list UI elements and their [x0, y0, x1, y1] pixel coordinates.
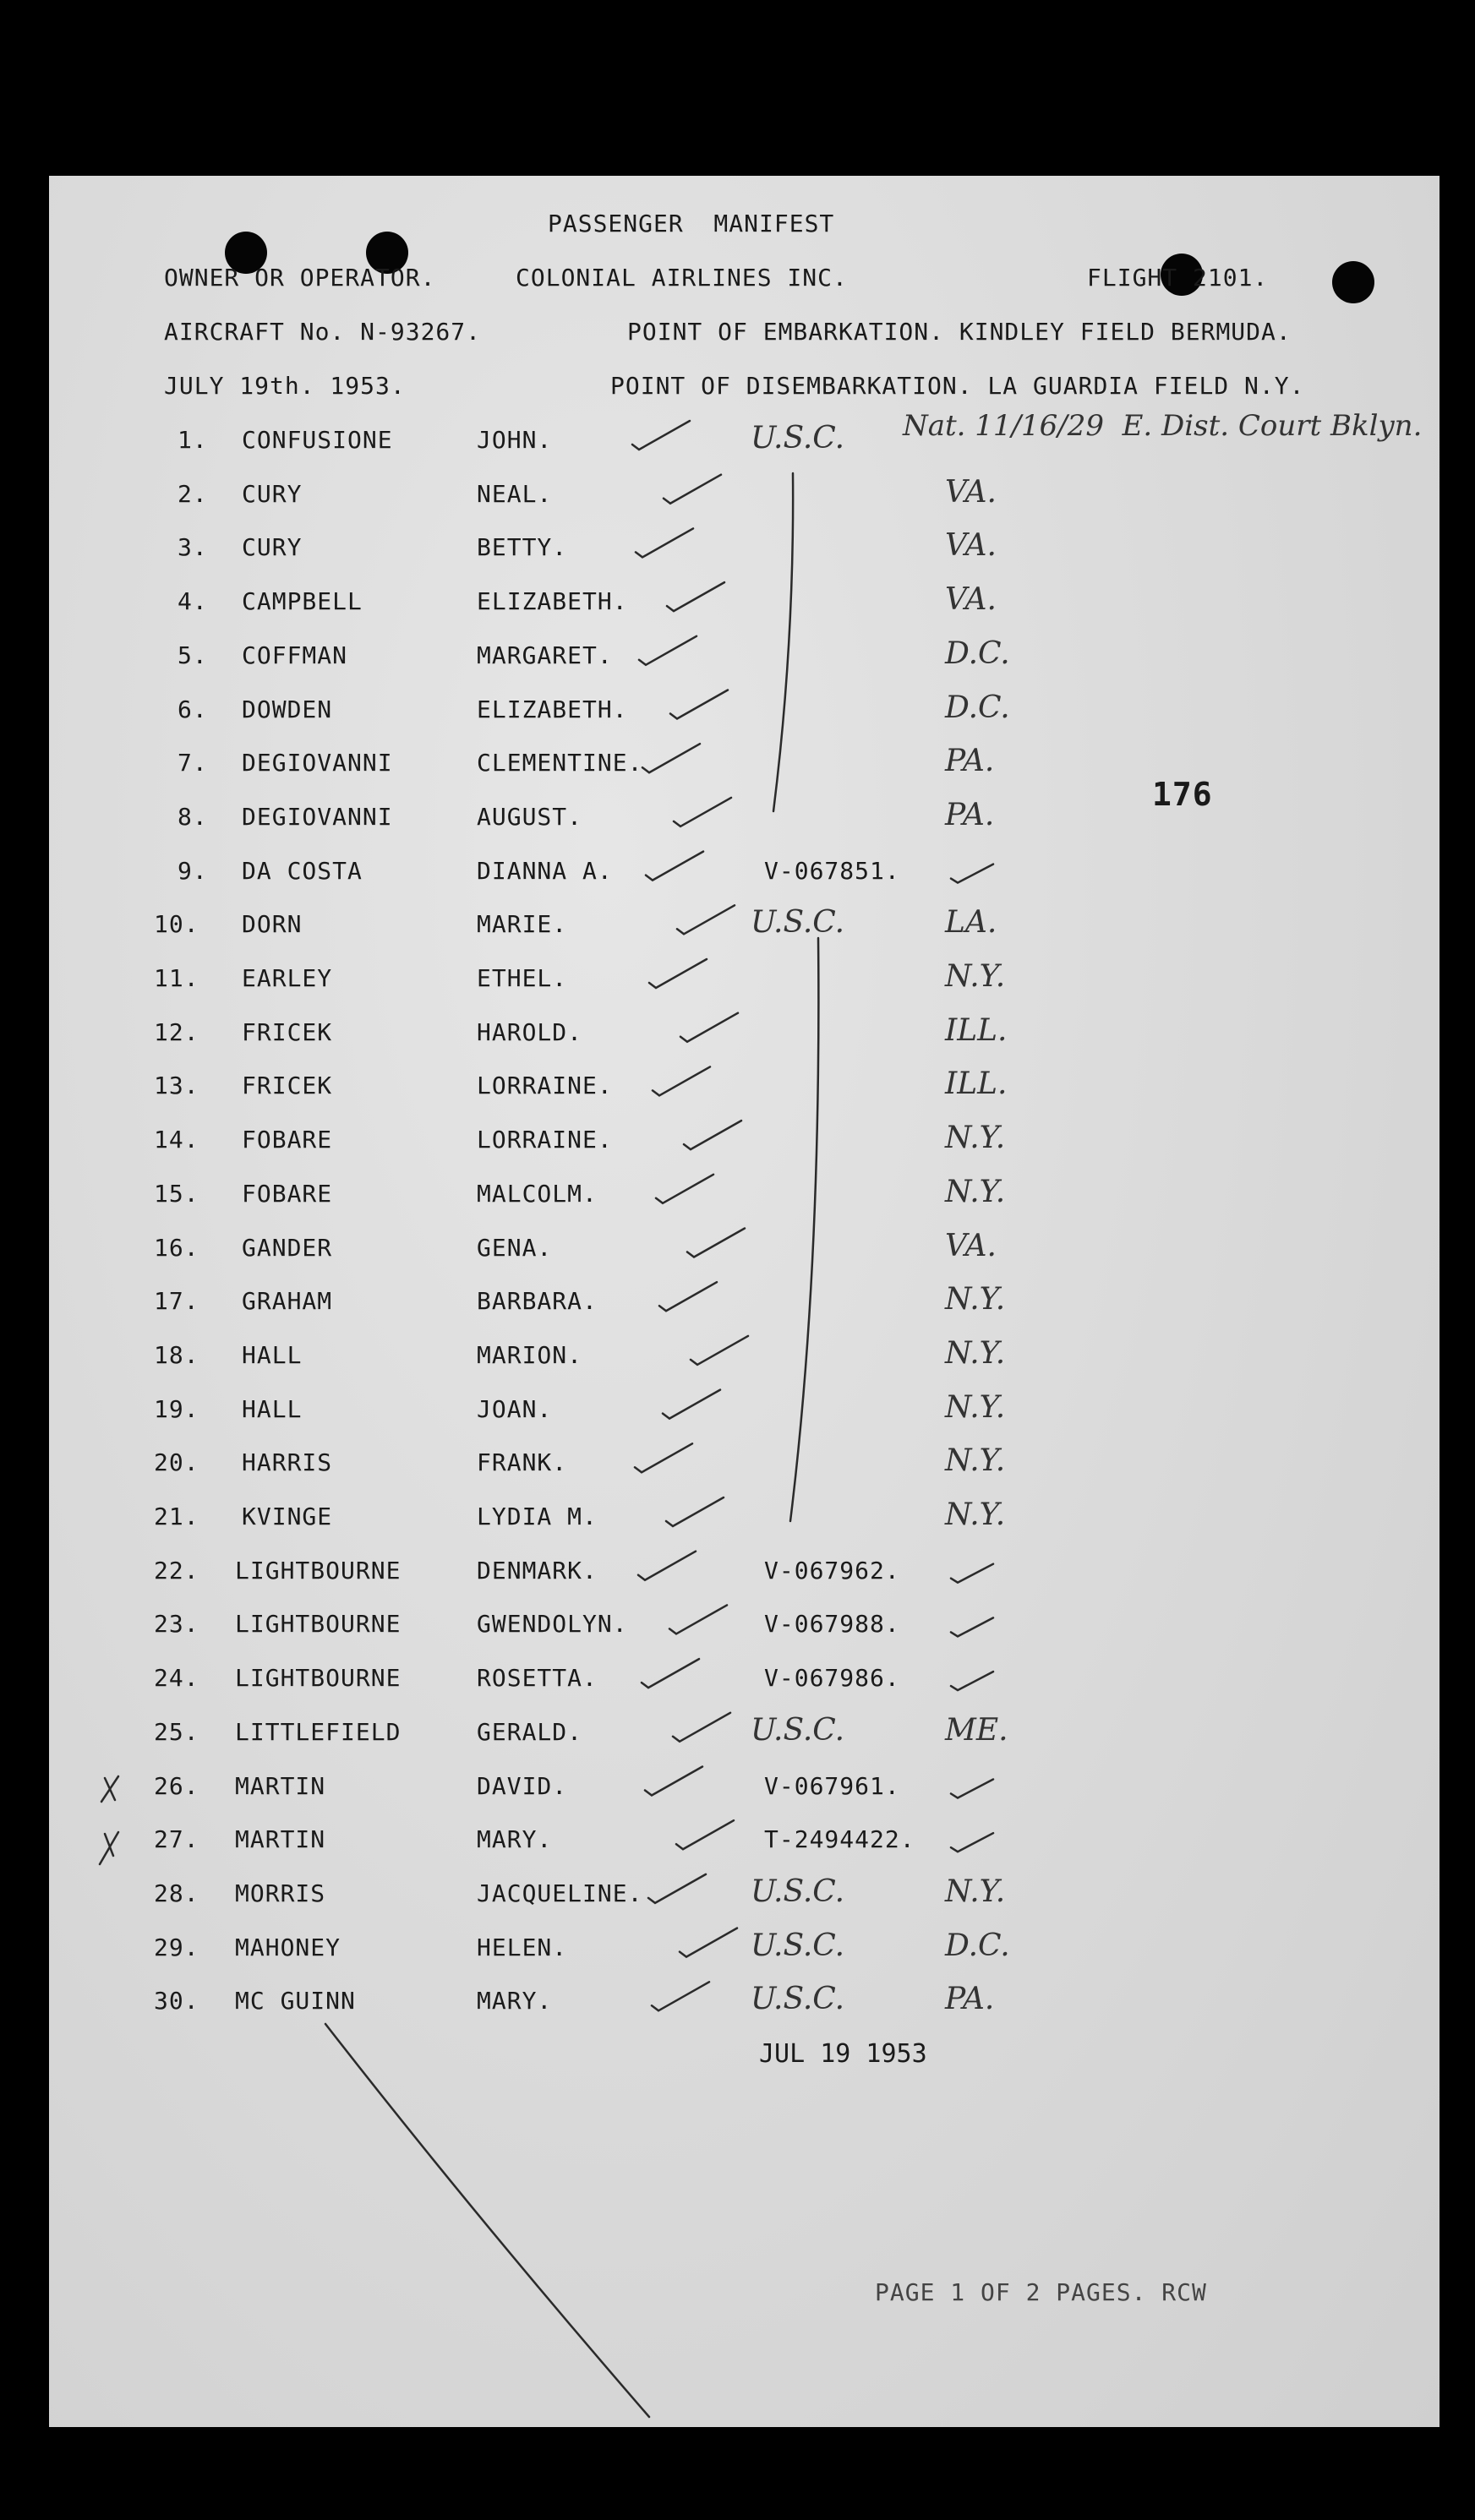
naturalization-note: Nat. 11/16/29 E. Dist. Court Bklyn.: [903, 409, 1423, 443]
embarkation-point: POINT OF EMBARKATION. KINDLEY FIELD BERMUDA.: [627, 318, 1292, 346]
passenger-row: [49, 1557, 1439, 1611]
passenger-surname: HALL: [242, 1340, 303, 1369]
date-stamp: JUL 19 1953: [759, 2039, 927, 2069]
passenger-given-name: ELIZABETH.: [477, 695, 628, 723]
passenger-state: N.Y.: [945, 1443, 1006, 1479]
passenger-given-name: JACQUELINE.: [477, 1879, 643, 1907]
passenger-given-name: ROSETTA.: [477, 1664, 598, 1693]
passenger-given-name: HELEN.: [477, 1933, 568, 1961]
manifest-page: [49, 176, 1439, 2427]
passenger-number: 26.: [154, 1771, 199, 1800]
passenger-given-name: DIANNA A.: [477, 856, 613, 885]
passenger-given-name: JOHN.: [477, 426, 553, 454]
passenger-number: 19.: [154, 1394, 199, 1423]
passenger-given-name: DAVID.: [477, 1771, 568, 1800]
passenger-document: U.S.C.: [751, 1712, 845, 1748]
passenger-surname: MARTIN: [235, 1825, 326, 1854]
passenger-surname: GANDER: [242, 1233, 333, 1262]
passenger-number: 28.: [154, 1879, 199, 1907]
passenger-number: 10.: [154, 910, 199, 939]
passenger-given-name: CLEMENTINE.: [477, 749, 643, 777]
passenger-surname: CURY: [242, 533, 303, 562]
passenger-given-name: MARGARET.: [477, 641, 613, 669]
passenger-given-name: ETHEL.: [477, 964, 568, 992]
passenger-state: N.Y.: [945, 1121, 1006, 1156]
passenger-row: [49, 1982, 1439, 2041]
passenger-document: U.S.C.: [751, 1982, 845, 2017]
passenger-given-name: BARBARA.: [477, 1287, 598, 1316]
passenger-row: [49, 1335, 1439, 1395]
passenger-row: [49, 1874, 1439, 1934]
passenger-state: N.Y.: [945, 1282, 1006, 1317]
passenger-number: 29.: [154, 1933, 199, 1961]
passenger-row: [49, 1066, 1439, 1126]
passenger-surname: MARTIN: [235, 1771, 326, 1800]
passenger-surname: MC GUINN: [235, 1987, 356, 2015]
passenger-document: U.S.C.: [751, 421, 845, 455]
passenger-given-name: MARIE.: [477, 910, 568, 939]
passenger-surname: KVINGE: [242, 1503, 333, 1530]
passenger-number: 22.: [154, 1556, 199, 1585]
flight-date: JULY 19th. 1953.: [164, 372, 406, 400]
passenger-surname: COFFMAN: [242, 641, 348, 669]
passenger-number: 20.: [154, 1448, 199, 1477]
passenger-row: [49, 1389, 1439, 1449]
passenger-given-name: JOAN.: [477, 1394, 553, 1423]
passenger-given-name: MARION.: [477, 1340, 583, 1369]
passenger-surname: DOWDEN: [242, 695, 333, 723]
passenger-surname: CAMPBELL: [242, 587, 363, 616]
passenger-given-name: MALCOLM.: [477, 1179, 598, 1208]
passenger-number: 17.: [154, 1287, 199, 1316]
passenger-surname: GRAHAM: [242, 1287, 333, 1316]
passenger-document: V-067988.: [764, 1610, 900, 1639]
passenger-row: [49, 421, 1439, 480]
passenger-given-name: MARY.: [477, 1987, 553, 2015]
passenger-state: N.Y.: [945, 1497, 1006, 1532]
passenger-given-name: LORRAINE.: [477, 1072, 613, 1100]
passenger-row: [49, 1228, 1439, 1288]
passenger-number: 18.: [154, 1340, 199, 1369]
passenger-given-name: LORRAINE.: [477, 1126, 613, 1154]
passenger-given-name: FRANK.: [477, 1448, 568, 1477]
aircraft-number: AIRCRAFT No. N-93267.: [164, 318, 482, 346]
passenger-number: 8.: [178, 802, 208, 831]
passenger-state: VA.: [945, 1228, 997, 1263]
passenger-number: 23.: [154, 1610, 199, 1639]
passenger-surname: HARRIS: [242, 1448, 333, 1477]
passenger-given-name: HAROLD.: [477, 1017, 583, 1046]
passenger-surname: FRICEK: [242, 1017, 333, 1046]
passenger-row: [49, 1610, 1439, 1664]
passenger-number: 2.: [178, 479, 208, 508]
passenger-document: V-067962.: [764, 1556, 900, 1585]
passenger-state: PA.: [945, 797, 995, 832]
passenger-number: 1.: [178, 426, 208, 454]
passenger-state: VA.: [945, 474, 997, 510]
passenger-number: 7.: [178, 749, 208, 777]
passenger-row: [49, 1772, 1439, 1826]
passenger-number: 21.: [154, 1503, 199, 1530]
passenger-surname: CONFUSIONE: [242, 426, 393, 454]
passenger-state: ILL.: [945, 1066, 1008, 1102]
passenger-surname: MORRIS: [235, 1879, 326, 1907]
passenger-state: PA.: [945, 744, 995, 779]
passenger-row: [49, 690, 1439, 750]
passenger-row: [49, 1174, 1439, 1234]
passenger-surname: FOBARE: [242, 1179, 333, 1208]
passenger-document: U.S.C.: [751, 1928, 845, 1963]
passenger-number: 6.: [178, 695, 208, 723]
passenger-state: N.Y.: [945, 1874, 1006, 1909]
passenger-state: N.Y.: [945, 1335, 1006, 1371]
passenger-state: PA.: [945, 1982, 995, 2017]
passenger-number: 24.: [154, 1664, 199, 1693]
flight-number: FLIGHT 2101.: [1087, 264, 1269, 292]
passenger-row: [49, 1282, 1439, 1341]
passenger-number: 30.: [154, 1987, 199, 2015]
passenger-state: D.C.: [945, 635, 1010, 671]
owner-label: OWNER OR OPERATOR.: [164, 264, 436, 292]
passenger-surname: EARLEY: [242, 964, 333, 992]
passenger-state: D.C.: [945, 690, 1010, 725]
passenger-surname: FOBARE: [242, 1126, 333, 1154]
passenger-number: 16.: [154, 1233, 199, 1262]
passenger-row: [49, 1825, 1439, 1879]
passenger-document: U.S.C.: [751, 1874, 845, 1909]
passenger-surname: DORN: [242, 910, 303, 939]
passenger-surname: LITTLEFIELD: [235, 1717, 402, 1746]
passenger-number: 15.: [154, 1179, 199, 1208]
passenger-state: N.Y.: [945, 959, 1006, 994]
passenger-surname: LIGHTBOURNE: [235, 1556, 402, 1585]
passenger-given-name: DENMARK.: [477, 1556, 598, 1585]
passenger-row: [49, 744, 1439, 803]
passenger-number: 4.: [178, 587, 208, 616]
passenger-row: [49, 528, 1439, 587]
punch-hole: [1332, 261, 1374, 303]
passenger-row: [49, 1443, 1439, 1503]
passenger-given-name: AUGUST.: [477, 802, 583, 831]
passenger-number: 12.: [154, 1017, 199, 1046]
passenger-number: 14.: [154, 1126, 199, 1154]
passenger-number: 27.: [154, 1825, 199, 1854]
passenger-document: V-067961.: [764, 1771, 900, 1800]
passenger-state: D.C.: [945, 1928, 1010, 1963]
passenger-row: [49, 1664, 1439, 1718]
passenger-given-name: GERALD.: [477, 1717, 583, 1746]
manifest-title: PASSENGER MANIFEST: [548, 210, 835, 237]
passenger-row: [49, 1928, 1439, 1988]
passenger-surname: DEGIOVANNI: [242, 749, 393, 777]
passenger-given-name: NEAL.: [477, 479, 553, 508]
passenger-surname: CURY: [242, 479, 303, 508]
passenger-number: 13.: [154, 1072, 199, 1100]
passenger-state: N.Y.: [945, 1389, 1006, 1425]
passenger-number: 5.: [178, 641, 208, 669]
passenger-surname: DEGIOVANNI: [242, 802, 393, 831]
passenger-row: [49, 1712, 1439, 1772]
page-footer: PAGE 1 OF 2 PAGES. RCW: [875, 2278, 1207, 2306]
passenger-row: [49, 959, 1439, 1018]
passenger-row: [49, 857, 1439, 911]
passenger-given-name: MARY.: [477, 1825, 553, 1854]
disembarkation-point: POINT OF DISEMBARKATION. LA GUARDIA FIELD N.Y.: [610, 372, 1305, 400]
page-stamp-number: 176: [1152, 776, 1213, 813]
passenger-number: 11.: [154, 964, 199, 992]
passenger-row: [49, 1121, 1439, 1180]
passenger-state: N.Y.: [945, 1174, 1006, 1209]
passenger-surname: HALL: [242, 1394, 303, 1423]
passenger-state: VA.: [945, 528, 997, 564]
passenger-number: 9.: [178, 856, 208, 885]
passenger-state: VA.: [945, 582, 997, 618]
passenger-surname: DA COSTA: [242, 856, 363, 885]
passenger-given-name: GWENDOLYN.: [477, 1610, 628, 1639]
passenger-surname: FRICEK: [242, 1072, 333, 1100]
passenger-number: 3.: [178, 533, 208, 562]
passenger-surname: LIGHTBOURNE: [235, 1610, 402, 1639]
passenger-surname: MAHONEY: [235, 1933, 341, 1961]
passenger-row: [49, 635, 1439, 695]
passenger-row: [49, 1497, 1439, 1557]
passenger-state: ILL.: [945, 1012, 1008, 1048]
passenger-surname: LIGHTBOURNE: [235, 1664, 402, 1693]
passenger-given-name: ELIZABETH.: [477, 587, 628, 616]
passenger-row: [49, 474, 1439, 534]
passenger-given-name: GENA.: [477, 1233, 553, 1262]
owner-value: COLONIAL AIRLINES INC.: [516, 264, 848, 292]
passenger-row: [49, 797, 1439, 857]
passenger-state: ME.: [945, 1712, 1008, 1748]
passenger-state: LA.: [945, 905, 997, 941]
passenger-given-name: LYDIA M.: [477, 1503, 598, 1530]
passenger-number: 25.: [154, 1717, 199, 1746]
passenger-row: [49, 582, 1439, 641]
passenger-document: V-067986.: [764, 1664, 900, 1693]
passenger-document: T-2494422.: [764, 1825, 915, 1854]
passenger-document: V-067851.: [764, 856, 900, 885]
passenger-given-name: BETTY.: [477, 533, 568, 562]
passenger-document: U.S.C.: [751, 905, 845, 941]
passenger-row: [49, 905, 1439, 964]
passenger-row: [49, 1012, 1439, 1072]
